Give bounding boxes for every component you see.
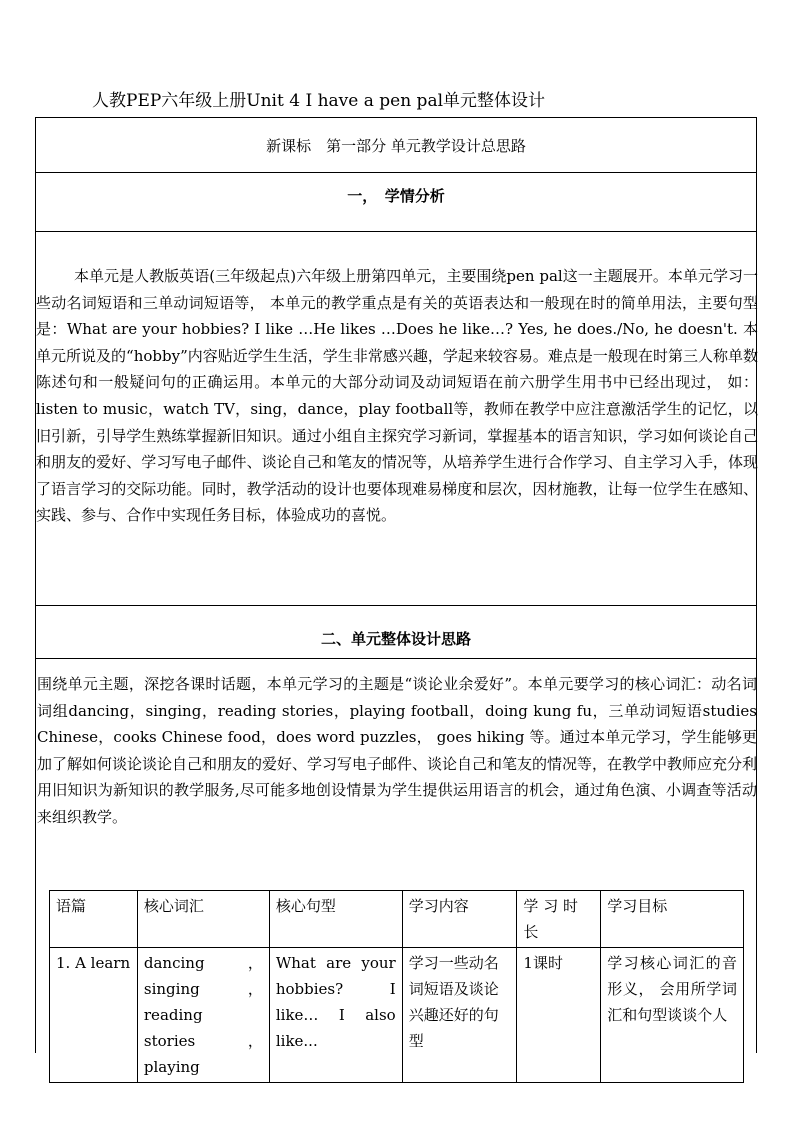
table-cell-goal: 学习核心词汇的音形义， 会用所学词汇和句型谈谈个人 xyxy=(601,948,744,1083)
table-header-cell: 学习内容 xyxy=(402,891,517,948)
table-row xyxy=(50,948,744,1083)
header-row-text: 新课标 第一部分 单元教学设计总思路 xyxy=(266,137,526,155)
section1-paragraph: 本单元是人教版英语(三年级起点)六年级上册第四单元，主要围绕pen pal这一主题展开。本单元学习一些动名词短语和三单动词短语等， 本单元的教学重点是有关的英语表达和一般现在时的简单用法，主要句型是：What are your hobbies? I like …He likes …Does he like…? Yes, he does./No, he doesn't. 本单元所说及的“hobby”内容贴近学生生活，学生非常感兴趣，学起来较容易。难点是一般现在时第三人称单数陈述句和一般疑问句的正确运用。本单元的大部分动词及动词短语在前六册学生用书中已经出现过， 如：listen to music，watch TV，sing，dance，play football等，教师在教学中应注意激活学生的记忆，以旧引新，引导学生熟练掌握新旧知识。通过小组自主探究学习新词，掌握基本的语言知识，学习如何谈论自己和朋友的爱好、学习写电子邮件、谈论自己和笔友的情况等，从培养学生进行合作学习、自主学习入手，体现了语言学习的交际功能。同时，教学活动的设计也要体现难易梯度和层次，因材施教，让每一位学生在感知、实践、参与、合作中实现任务目标，体验成功的喜悦。 xyxy=(36,267,758,525)
table-cell-sentences: What are your hobbies? I like… I also like... xyxy=(269,948,402,1083)
table-cell-duration: 1课时 xyxy=(517,948,601,1083)
table-cell-content: 学习一些动名词短语及谈论兴趣还好的句型 xyxy=(402,948,517,1083)
document-title: 人教PEP六年级上册Unit 4 I have a pen pal单元整体设计 xyxy=(92,91,546,111)
table-header-cell: 核心词汇 xyxy=(137,891,269,948)
table-header-row xyxy=(50,891,744,948)
table-header-cell: 核心句型 xyxy=(269,891,402,948)
section2-paragraph: 围绕单元主题，深挖各课时话题，本单元学习的主题是“谈论业余爱好”。本单元要学习的核心词汇：动名词词组dancing，singing，reading stories，playing football，doing kung fu，三单动词短语studies Chinese，cooks Chinese food，does word puzzles， goes hiking 等。通过本单元学习，学生能够更加了解如何谈论谈论自己和朋友的爱好、学习写电子邮件、谈论自己和笔友的情况等，在教学中教师应充分利用旧知识为新知识的教学服务,尽可能多地创设情景为学生提供运用语言的机会，通过角色演、小调查等活动来组织教学。 xyxy=(37,675,758,826)
divider xyxy=(36,231,756,232)
divider xyxy=(36,605,756,606)
lesson-table xyxy=(49,890,744,1083)
section2-heading: 二、单元整体设计思路 xyxy=(320,630,471,648)
table-header-cell: 学 习 时 长 xyxy=(517,891,601,948)
table-cell-vocab: dancing ，singing ，reading stories，playing xyxy=(137,948,269,1083)
section1-heading: 一， 学情分析 xyxy=(347,187,445,205)
divider xyxy=(36,658,756,659)
design-table-frame xyxy=(35,117,758,1076)
table-cell-text: 1. A learn xyxy=(50,948,138,1083)
table-header-cell: 学习目标 xyxy=(601,891,744,948)
table-header-cell: 语篇 xyxy=(50,891,138,948)
divider xyxy=(36,172,756,173)
